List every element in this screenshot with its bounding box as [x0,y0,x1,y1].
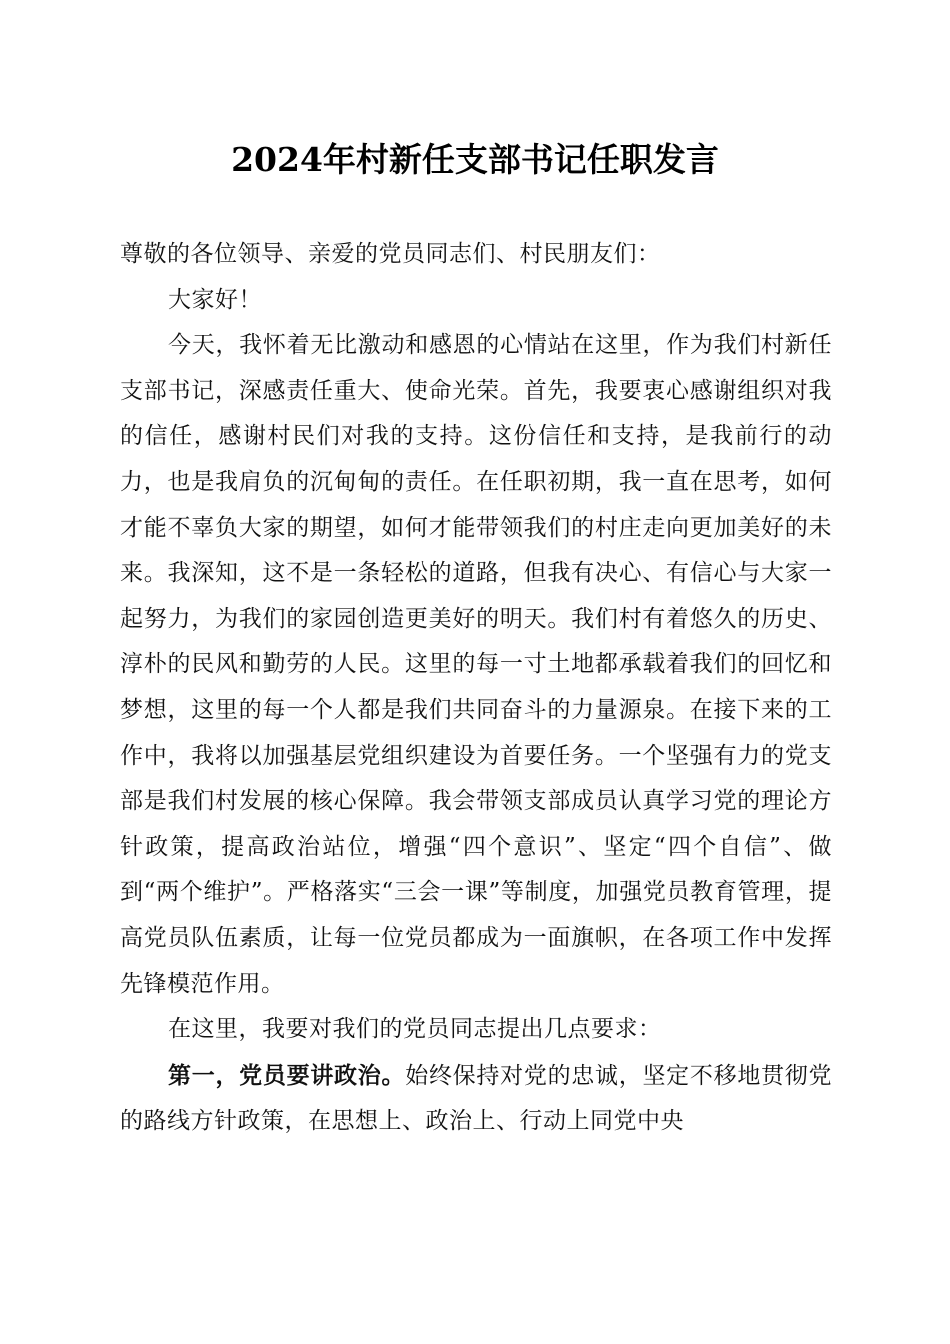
point-one-heading: 第一，党员要讲政治。 [168,1061,406,1089]
point-one-text: 始终保持对党的忠诚，坚定不移地贯彻党的路线方针政策，在思想上、政治上、行动上同党中央 [120,1062,833,1135]
paragraph-point-one [120,1053,832,1145]
document-title: 2024年村新任支部书记任职发言 [231,140,719,179]
paragraph-requirements-intro: 在这里，我要对我们的党员同志提出几点要求： [168,1016,662,1043]
paragraph-opening: 今天，我怀着无比激动和感恩的心情站在这里，作为我们村新任支部书记，深感责任重大、使命光荣。首先，我要衷心感谢组织对我的信任，感谢村民们对我的支持。这份信任和支持，是我前行的动力，也是我肩负的沉甸甸的责任。在任职初期，我一直在思考，如何才能不辜负大家的期望，如何才能带领我们的村庄走向更加美好的未来。我深知，这不是一条轻松的道路，但我有决心、有信心与大家一起努力，为我们的家园创造更美好的明天。我们村有着悠久的历史、淳朴的民风和勤劳的人民。这里的每一寸土地都承载着我们的回忆和梦想，这里的每一个人都是我们共同奋斗的力量源泉。在接下来的工作中，我将以加强基层党组织建设为首要任务。一个坚强有力的党支部是我们村发展的核心保障。我会带领支部成员认真学习党的理论方针政策，提高政治站位，增强“四个意识”、坚定“四个自信”、做到“两个维护”。严格落实“三会一课”等制度，加强党员教育管理，提高党员队伍素质，让每一位党员都成为一面旗帜，在各项工作中发挥先锋模范作用。 [120,332,832,997]
greeting: 大家好！ [168,286,262,313]
salutation: 尊敬的各位领导、亲爱的党员同志们、村民朋友们： [120,241,661,267]
document-body [120,232,832,1145]
